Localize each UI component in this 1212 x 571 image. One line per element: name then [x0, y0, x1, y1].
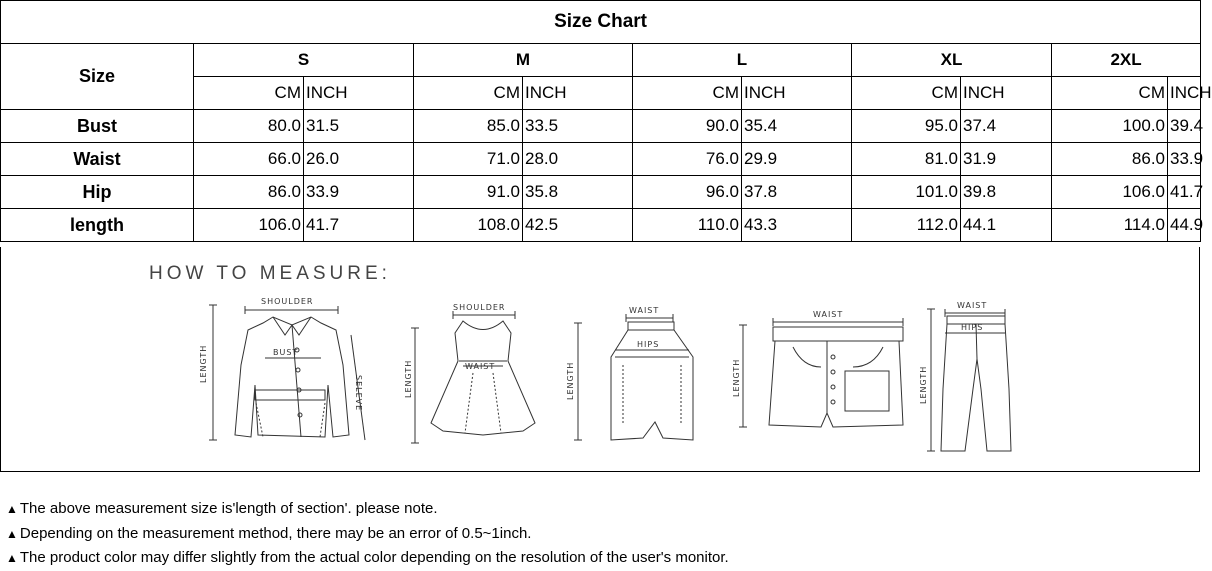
cell-cm: 96.0 [633, 176, 742, 209]
cell-inch: 39.8 [961, 176, 1052, 209]
cell-inch: 42.5 [523, 209, 633, 242]
note-text: Depending on the measurement method, there may be an error of 0.5~1inch. [19, 524, 532, 542]
unit-cm: CM [852, 77, 961, 110]
unit-cm: CM [1052, 77, 1168, 110]
row-label-hip: Hip [1, 176, 194, 209]
skirt-icon [563, 305, 703, 445]
table-row [1, 110, 1201, 143]
table-row [1, 176, 1201, 209]
cell-cm: 76.0 [633, 143, 742, 176]
cell-inch: 41.7 [1168, 176, 1201, 209]
label-hips: HIPS [961, 323, 984, 332]
label-length: LENGTH [919, 365, 928, 404]
cell-inch: 39.4 [1168, 110, 1201, 143]
cell-inch: 37.8 [742, 176, 852, 209]
label-shoulder: SHOULDER [261, 297, 314, 306]
note-item [6, 546, 729, 571]
cell-inch: 33.9 [1168, 143, 1201, 176]
cell-cm: 80.0 [194, 110, 304, 143]
triangle-icon: ▲ [6, 526, 18, 541]
size-2xl: 2XL [1052, 44, 1201, 77]
cell-cm: 106.0 [1052, 176, 1168, 209]
table-row [1, 209, 1201, 242]
label-waist: WAIST [465, 362, 496, 371]
pants-diagram [913, 299, 1033, 459]
row-label-length: length [1, 209, 194, 242]
unit-cm: CM [633, 77, 742, 110]
note-text: The above measurement size is'length of section'. please note. [19, 500, 438, 517]
cell-cm: 86.0 [194, 176, 304, 209]
table-row [1, 143, 1201, 176]
cell-inch: 43.3 [742, 209, 852, 242]
cell-cm: 101.0 [852, 176, 961, 209]
label-sleeve: SELEVE [354, 375, 363, 412]
cell-cm: 95.0 [852, 110, 961, 143]
cell-inch: 37.4 [961, 110, 1052, 143]
cell-cm: 114.0 [1052, 209, 1168, 242]
row-label-waist: Waist [1, 143, 194, 176]
cell-cm: 110.0 [633, 209, 742, 242]
label-waist: WAIST [813, 310, 844, 319]
cell-cm: 81.0 [852, 143, 961, 176]
cell-inch: 33.5 [523, 110, 633, 143]
cell-inch: 33.9 [304, 176, 414, 209]
row-label-bust: Bust [1, 110, 194, 143]
cell-cm: 66.0 [194, 143, 304, 176]
cell-inch: 28.0 [523, 143, 633, 176]
unit-cm: CM [414, 77, 523, 110]
cell-inch: 35.4 [742, 110, 852, 143]
unit-inch: INCH [742, 77, 852, 110]
skirt-diagram [563, 305, 703, 445]
cell-cm: 106.0 [194, 209, 304, 242]
label-bust: BUST [273, 348, 299, 357]
cell-inch: 26.0 [304, 143, 414, 176]
size-m: M [414, 44, 633, 77]
dress-diagram [403, 303, 533, 448]
size-xl: XL [852, 44, 1052, 77]
cell-inch: 29.9 [742, 143, 852, 176]
label-length: LENGTH [199, 344, 208, 383]
cell-inch: 31.9 [961, 143, 1052, 176]
cell-cm: 85.0 [414, 110, 523, 143]
label-waist: WAIST [629, 306, 660, 315]
shorts-icon [733, 307, 913, 437]
cell-inch: 44.9 [1168, 209, 1201, 242]
jacket-icon [193, 295, 383, 445]
chart-title: Size Chart [1, 1, 1201, 44]
cell-cm: 91.0 [414, 176, 523, 209]
pants-icon [913, 299, 1033, 459]
cell-cm: 112.0 [852, 209, 961, 242]
cell-cm: 86.0 [1052, 143, 1168, 176]
notes-list [6, 497, 729, 571]
unit-inch: INCH [304, 77, 414, 110]
cell-inch: 31.5 [304, 110, 414, 143]
label-shoulder: SHOULDER [453, 303, 506, 312]
label-length: LENGTH [404, 359, 413, 398]
note-item [6, 522, 729, 547]
how-to-measure-title: HOW TO MEASURE: [149, 263, 391, 284]
label-waist: WAIST [957, 301, 988, 310]
unit-inch: INCH [961, 77, 1052, 110]
cell-cm: 108.0 [414, 209, 523, 242]
size-chart-table [0, 0, 1212, 242]
triangle-icon: ▲ [6, 502, 18, 516]
label-length: LENGTH [732, 358, 741, 397]
triangle-icon: ▲ [6, 551, 18, 565]
note-text: The product color may differ slightly from the actual color depending on the resolution of the user's monitor. [19, 549, 729, 566]
how-to-measure-panel [0, 247, 1200, 472]
cell-inch: 41.7 [304, 209, 414, 242]
cell-inch: 35.8 [523, 176, 633, 209]
label-hips: HIPS [637, 340, 660, 349]
cell-inch: 44.1 [961, 209, 1052, 242]
dress-icon [403, 303, 533, 448]
unit-cm: CM [194, 77, 304, 110]
cell-cm: 100.0 [1052, 110, 1168, 143]
note-item [6, 497, 729, 522]
jacket-diagram [193, 295, 383, 445]
size-header: Size [1, 44, 194, 110]
unit-inch: INCH [1168, 77, 1201, 110]
unit-inch: INCH [523, 77, 633, 110]
size-s: S [194, 44, 414, 77]
shorts-diagram [733, 307, 913, 437]
label-length: LENGTH [566, 361, 575, 400]
size-l: L [633, 44, 852, 77]
cell-cm: 71.0 [414, 143, 523, 176]
cell-cm: 90.0 [633, 110, 742, 143]
